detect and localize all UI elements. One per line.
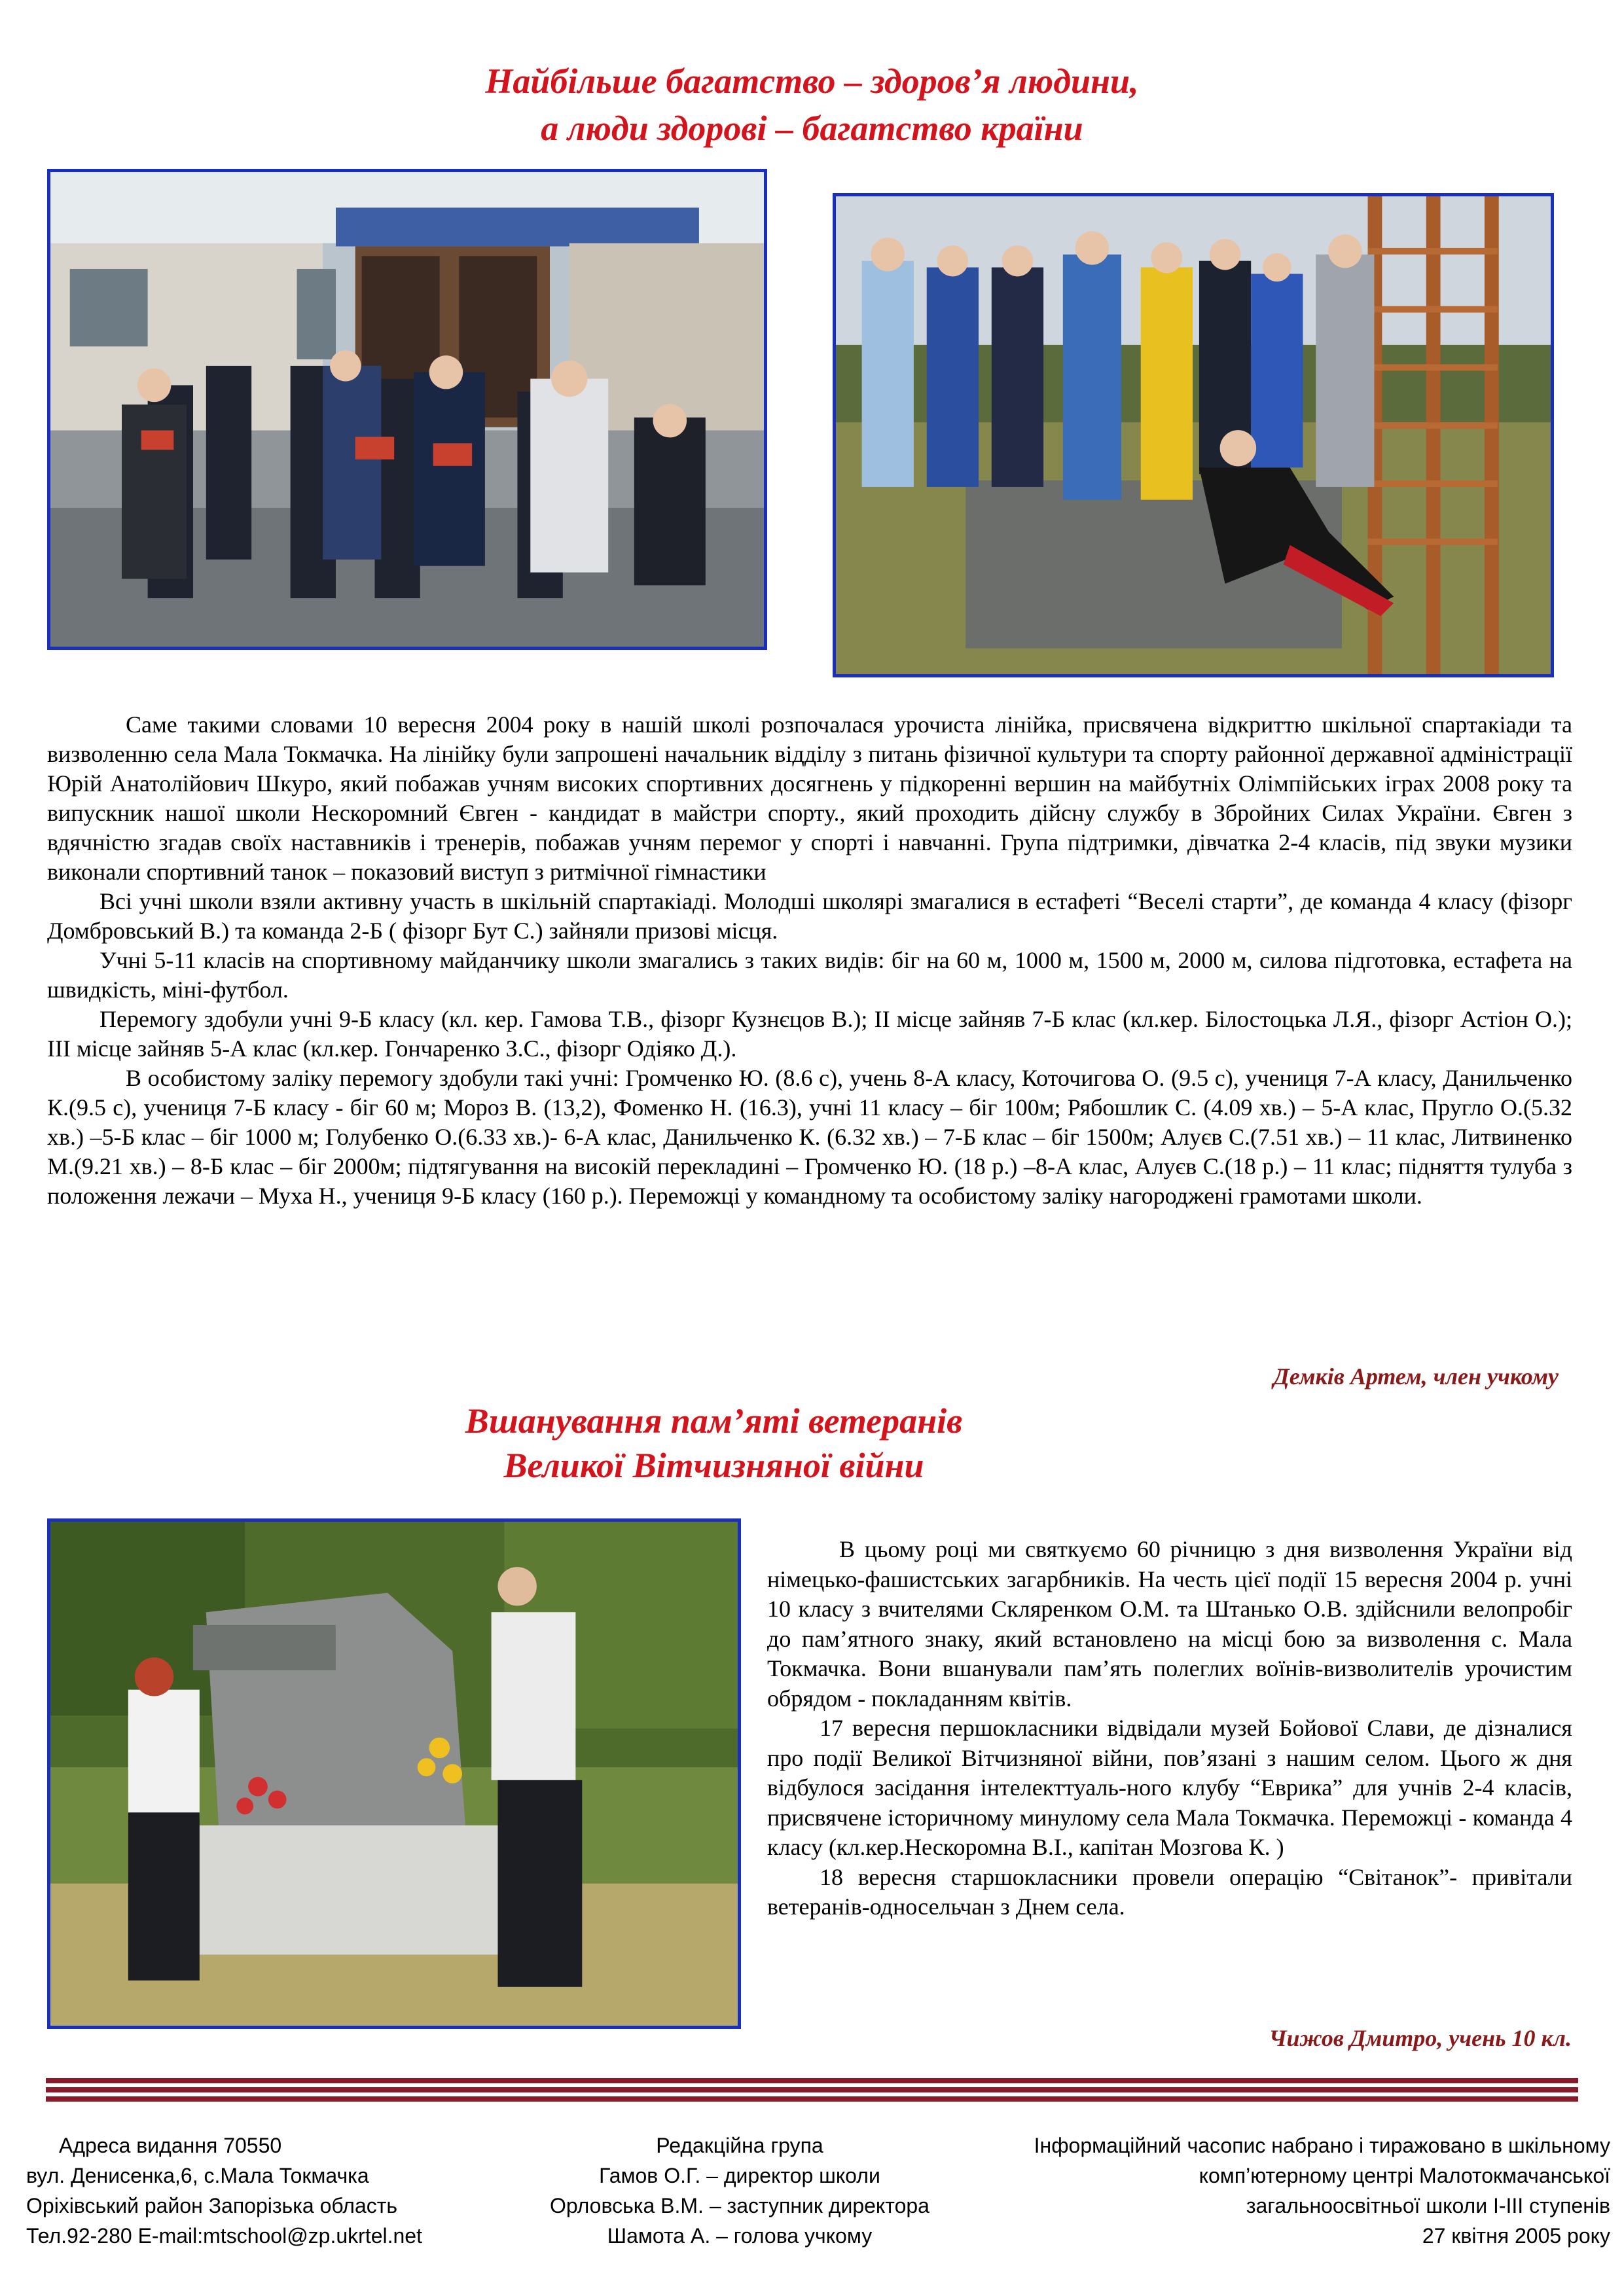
article1-signature: Демків Артем, член учкому xyxy=(1273,1363,1559,1390)
footer-divider xyxy=(46,2078,1578,2102)
article1-paragraph: Перемогу здобули учні 9-Б класу (кл. кер. Гамова Т.В., фізорг Кузнєцов В.); ІІ місце зайняв 7-Б клас (кл.кер. Білостоцька Л.Я., фізорг Астіон О.); ІІІ місце зайняв 5-А клас (кл.кер. Гончаренко З.С., фізорг Одіяко Д.). xyxy=(47,1006,1572,1062)
footer-info-line: комп’ютерному центрі Малотокмачанської xyxy=(1199,2164,1610,2187)
footer-team-heading: Редакційна група xyxy=(656,2134,823,2157)
article1-paragraph: Учні 5-11 класів на спортивному майданчику школи змагались з таких видів: біг на 60 м, 1000 м, 1500 м, 2000 м, силова підготовка, естафета на швидкість, міні-футбол. xyxy=(47,947,1572,1003)
article1-paragraph: Саме такими словами 10 вересня 2004 року в нашій школі розпочалася урочиста лінійка, присвячена відкриттю шкільної спартакіади та визволенню села Мала Токмачка. На лінійку були запрошені начальник відділу з питань фізичної культури та спорту районної державної адміністрації Юрій Анатолійович Шкуро, який побажав учням високих спортивних досягнень у підкоренні вершин на майбутніх Олімпійських іграх 2008 року та випускник нашої школи Нескоромний Євген - кандидат в майстри спорту., який проходить дійсну службу в Збройних Силах України. Євген з вдячністю згадав своїх наставників і тренерів, побажав учням перемог у спорті і навчанні. Група підтримки, дівчатка 2-4 класів, під звуки музики виконали спортивний танок – показовий виступ з ритмічної гімнастики xyxy=(47,711,1572,885)
photo-memorial-flowers xyxy=(47,1518,741,2029)
article1-paragraph: Всі учні школи взяли активну участь в шкільній спартакіаді. Молодші школярі змагалися в естафеті “Веселі старти”, де команда 4 класу (фізорг Домбровський В.) та команда 2-Б ( фізорг Бут С.) зайняли призові місця. xyxy=(47,888,1572,944)
footer-address-line: вул. Денисенка,6, с.Мала Токмачка xyxy=(26,2164,369,2187)
article1-body xyxy=(47,710,1572,1211)
article2-body xyxy=(767,1535,1572,1922)
article2-paragraph: 17 вересня першокласники відвідали музей Бойової Слави, де дізналися про події Великої Вітчизняної війни, пов’язані з нашим селом. Цього ж дня відбулося засідання інтелекттуаль-ного клубу “Еврика” для учнів 2-4 класів, присвячене історичному минулому села Мала Токмачка. Переможці - команда 4 класу (кл.кер.Нескоромна В.І., капітан Мозгова К. ) xyxy=(767,1715,1572,1860)
photo-school-assembly-image xyxy=(50,172,764,647)
main-title-line2: а люди здорові – багатство країни xyxy=(541,109,1083,148)
article2-signature: Чижов Дмитро, учень 10 кл. xyxy=(1269,2025,1572,2051)
article2-paragraph: 18 вересня старшокласники провели операцію “Світанок”- привітали ветеранів-односельчан з Днем села. xyxy=(767,1863,1572,1920)
footer-address-line: Адреса видання 70550 xyxy=(59,2134,282,2157)
photo-girls-sports xyxy=(833,193,1554,677)
main-title-line1: Найбільше багатство – здоров’я людини, xyxy=(485,62,1139,101)
footer-address xyxy=(26,2130,524,2251)
article1-paragraph: В особистому заліку перемогу здобули такі учні: Громченко Ю. (8.6 с), учень 8-А класу, Коточигова О. (9.5 с), учениця 7-А класу, Данильченко К.(9.5 с), учениця 7-Б класу - біг 60 м; Мороз В. (13,2), Фоменко Н. (16.3), учні 11 класу – біг 100м; Рябошлик С. (4.09 хв.) – 5-А клас, Пругло О.(5.32 хв.) –5-Б клас – біг 1000 м; Голубенко О.(6.33 хв.)- 6-А клас, Данильченко К. (6.32 хв.) – 7-Б клас – біг 1500м; Алуєв С.(7.51 хв.) – 11 клас, Литвиненко М.(9.21 хв.) – 8-Б клас – біг 2000м; підтягування на високій перекладині – Громченко Ю. (18 р.) –8-А клас, Алуєв С.(18 р.) – 11 клас; підняття тулуба з положення лежачи – Муха Н., учениця 9-Б класу (160 р.). Переможці у командному та особистому заліку нагороджені грамотами школи. xyxy=(47,1065,1572,1209)
footer-publication-info xyxy=(969,2130,1610,2251)
footer-team-member: Орловська В.М. – заступник директора xyxy=(550,2194,929,2217)
footer-date: 27 квітня 2005 року xyxy=(1422,2224,1610,2248)
footer-info-line: Інформаційний часопис набрано і тиражовано в шкільному xyxy=(1034,2134,1610,2157)
footer-editorial-team xyxy=(517,2130,962,2251)
footer-info-line: загальноосвітньої школи І-ІІІ ступенів xyxy=(1246,2194,1610,2217)
footer-email-line: Тел.92-280 E-mail:mtschool@zp.ukrtel.net xyxy=(26,2224,422,2248)
photo-school-assembly xyxy=(47,169,767,650)
photo-memorial-flowers-image xyxy=(50,1522,738,2026)
footer-team-member: Гамов О.Г. – директор школи xyxy=(599,2164,880,2187)
section2-title-line2: Великої Вітчизняної війни xyxy=(503,1446,924,1485)
footer-address-line: Оріхівський район Запорізька область xyxy=(26,2194,398,2217)
article2-paragraph: В цьому році ми святкуємо 60 річницю з дня визволення України від німецько-фашистських загарбників. На честь цієї події 15 вересня 2004 р. учні 10 класу з вчителями Скляренком О.М. та Штанько О.В. здійснили велопробіг до пам’ятного знаку, який встановлено на місці бою за визволення с. Мала Токмачка. Вони вшанували пам’ять полеглих воїнів-визволителів урочистим обрядом - покладанням квітів. xyxy=(767,1536,1572,1712)
footer-team-member: Шамота А. – голова учкому xyxy=(607,2224,873,2248)
section2-title-line1: Вшанування пам’яті ветеранів xyxy=(465,1401,963,1441)
photo-girls-sports-image xyxy=(836,196,1551,674)
